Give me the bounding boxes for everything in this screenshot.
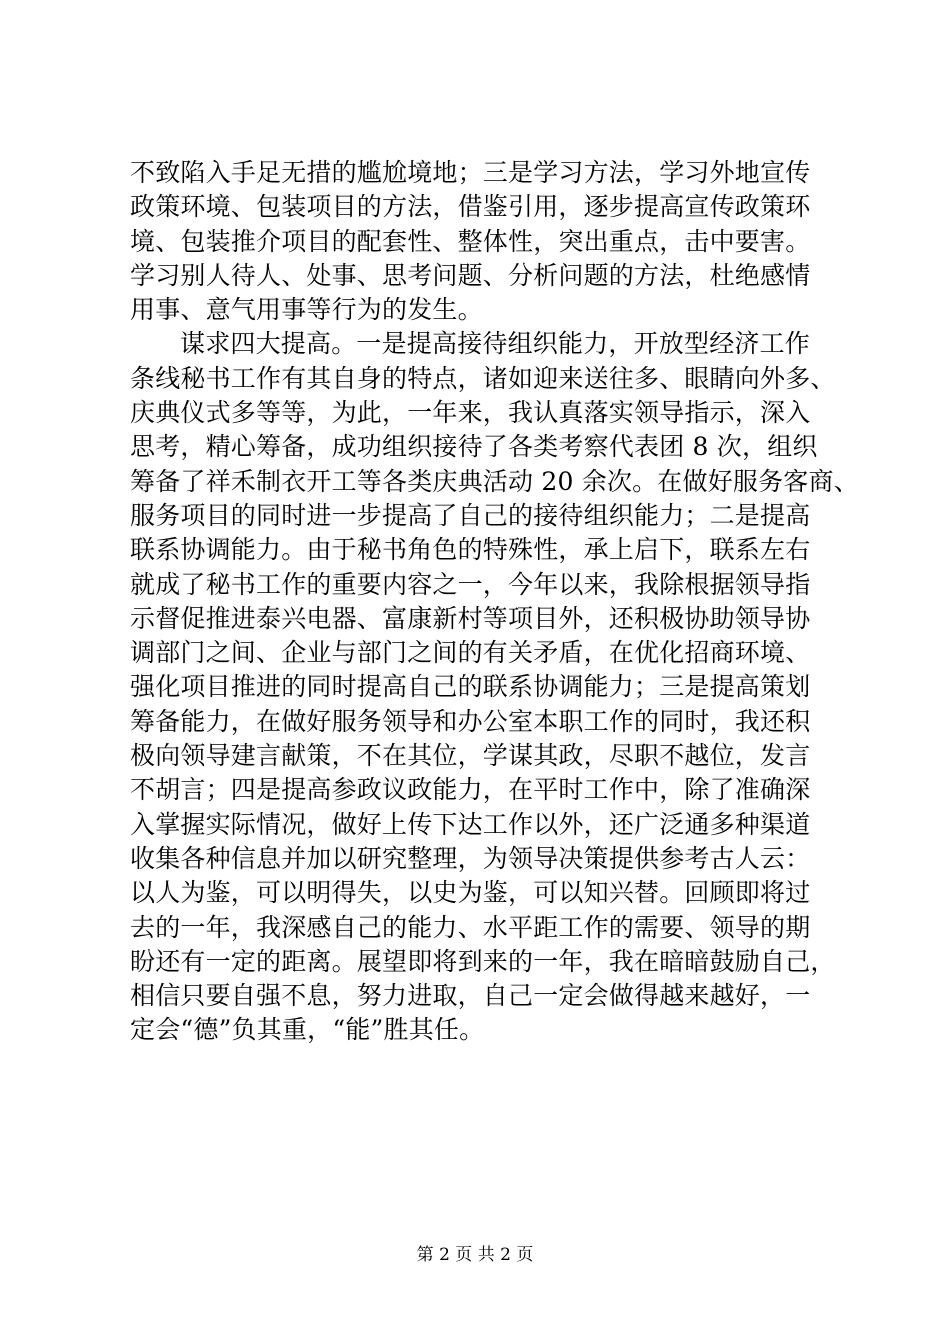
text-line: 庆典仪式多等等，为此，一年来，我认真落实领导指示，深入: [130, 398, 811, 428]
text-line: 境、包装推介项目的配套性、整体性，突出重点，击中要害。: [130, 226, 811, 256]
text-line: 收集各种信息并加以研究整理，为领导决策提供参考古人云：: [130, 843, 811, 873]
text-line: 联系协调能力。由于秘书角色的特殊性，承上启下，联系左右: [130, 535, 811, 565]
text-line: 用事、意气用事等行为的发生。: [130, 295, 483, 325]
text-line: 不致陷入手足无措的尴尬境地；三是学习方法，学习外地宣传: [130, 158, 811, 187]
text-line: 政策环境、包装项目的方法，借鉴引用，逐步提高宣传政策环: [130, 192, 811, 222]
text-line: 不胡言；四是提高参政议政能力，在平时工作中，除了准确深: [130, 775, 811, 805]
page-number-footer: 第 2 页 共 2 页: [416, 1245, 534, 1265]
text-line: 入掌握实际情况，做好上传下达工作以外，还广泛通多种渠道: [130, 809, 811, 839]
text-line: 定会“德”负其重，“能”胜其任。: [130, 1015, 485, 1045]
text-line: 就成了秘书工作的重要内容之一，今年以来，我除根据领导指: [130, 569, 811, 599]
text-line: 筹备能力，在做好服务领导和办公室本职工作的同时，我还积: [130, 706, 811, 736]
text-line: 条线秘书工作有其自身的特点，诸如迎来送往多、眼睛向外多、: [130, 363, 836, 393]
body-text: [130, 156, 859, 1048]
text-line: 相信只要自强不息，努力进取，自己一定会做得越来越好，一: [130, 981, 811, 1011]
text-line: 去的一年，我深感自己的能力、水平距工作的需要、领导的期: [130, 912, 811, 942]
text-line: 极向领导建言献策，不在其位，学谋其政，尽职不越位，发言: [130, 741, 811, 771]
paragraph-start-line: 谋求四大提高。一是提高接待组织能力，开放型经济工作: [180, 329, 811, 359]
text-line: 调部门之间、企业与部门之间的有关矛盾，在优化招商环境、: [130, 638, 811, 668]
text-line: 学习别人待人、处事、思考问题、分析问题的方法，杜绝感情: [130, 260, 811, 290]
text-line: 强化项目推进的同时提高自己的联系协调能力；三是提高策划: [130, 672, 811, 702]
text-line: 服务项目的同时进一步提高了自己的接待组织能力；二是提高: [130, 500, 811, 530]
text-line: 思考，精心筹备，成功组织接待了各类考察代表团 8 次，组织: [130, 432, 818, 462]
text-line: 筹备了祥禾制衣开工等各类庆典活动 20 余次。在做好服务客商、: [130, 466, 859, 496]
text-line: 示督促推进泰兴电器、富康新村等项目外，还积极协助领导协: [130, 603, 811, 633]
text-line: 盼还有一定的距离。展望即将到来的一年，我在暗暗鼓励自己，: [130, 946, 836, 976]
text-line: 以人为鉴，可以明得失，以史为鉴，可以知兴替。回顾即将过: [130, 878, 811, 908]
